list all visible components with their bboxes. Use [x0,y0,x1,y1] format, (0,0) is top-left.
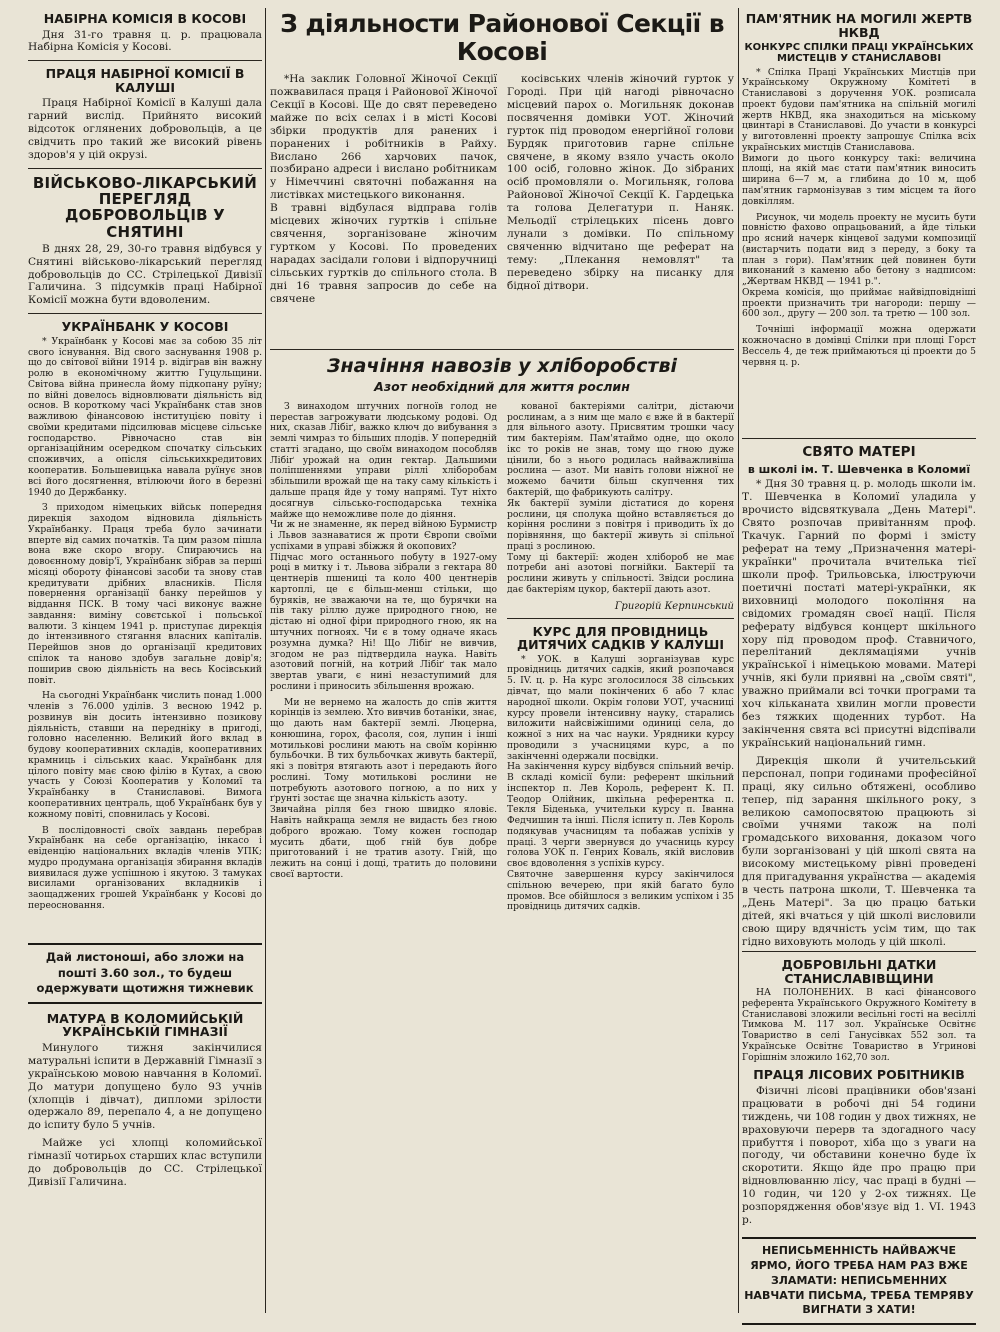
article-matura [28,1012,262,1189]
rule [270,349,734,350]
article-kalush-commission [28,67,262,162]
article-text: НА ПОЛОНЕНИХ. В касі фінансового референта Українського Окружного Комітету в Станиславові зложили весільні гості на весіллі Тимкова М. 117 зол. Українське Освітнє Товариство в селі Ганусівках 552 зол. та Українське Освітнє Товариство в Угринові Горішнім зложило 162,70 зол. [742,987,976,1063]
article-donations [742,958,976,1063]
manure-article-body [270,402,734,1332]
article-text: * УОК. в Калуші зорганізував курс провідниць дитячих садків, який розпочався 5. IV. ц. р. На курс зголосилося 38 сільських дівчат, що мали покінчених 6 або 7 клас народної школи. Окрім голови УОТ, учасниці курсу провели інтенсивну науку, старались виложити найсвіжішими одиниці села, до кожної з них на час науки. Урядники курсу проводили з учасницями курс, а по закінченні одержали посвідки. На закінчення курсу відбувся спільний вечір. В складі комісії були: референт шкільний інспектор п. Лев Король, референт К. П. Теодор Олійник, шкільна референтка п. Текля Біденька, учительки курсу п. Іванна Федчишин та інші. Після іспиту п. Лев Король подякував учасницям та побажав успіхів у праці. З черги звернувся до учасниць курсу голова УОК п. Генрих Коваль, якій висловив своє вдоволення з успіхів курсу. Святочне завершення курсу закінчилося спільною вечерею, при якій багато було промов. Все обійшлося з великим успіхом і 35 провідниць дитячих садків. [507,653,734,913]
article-text: Дня 31-го травня ц. р. працювала Набірна Комісія у Косові. [28,28,262,54]
column-divider-left [265,8,266,1313]
women-section-body [270,73,734,343]
article-paragraph: * Спілка Праці Українських Мистців при Українському Окружному Комітеті в Станиславові з доручення УОК. розписала проект будови пам'ятника на спільній могилі жертв НКВД, яка знаходиться на міському цвинтарі в Станиславові. До участи в конкурсі у виготовленні проекту запрошує Спілка всіх українських мистців Станиславова. Вимоги до цього конкурсу такі: величина площі, на якій має стати пам'ятник виносить ширина 6—7 м, а глибина до 10 м, щоб пам'ятник гармонізував з тим місцем та його довкіллям. [742,66,976,207]
rule [28,60,262,61]
article-title: УКРАЇНБАНК У КОСОВІ [61,319,229,335]
article-title: ДОБРОВІЛЬНІ ДАТКИ СТАНИСЛАВІВЩИНИ [781,957,937,986]
article-paragraph: В послідовності своїх завдань перебрав Українбанк на себе організацію, інкасо і евіденцію національних вкладів членів УПК; мудро продумана організація збирання вкладів виявилася дуже успішною і якутою. З тамуках висилами організованих вкладників і заощаджених грошей Українбанк у Косові до переосновання. [28,824,262,911]
article-text: *На заклик Головної Жіночої Секції пожвавилася праця і Районової Жіночої Секції в Косові. Ще до свят переведено майже по всіх селах і в місті Косові збірки продуктів для ранених і поранених і робітників в Райху. Вислано 266 харчових пачок, позбирано адреси і вислано робітникам у Німеччині святочні побажання на листівках мистецького виконання. В травні відбулася відправа голів місцевих жіночих гуртків і спільне свячення, зорганізоване жіночим гуртком у Косові. По проведених нарадах засідали голови і відпоручниці сільських гуртків до спільного стола. В дні 16 травня запросив до себе на свячене [270,73,497,305]
article-text: Праця Набірної Комісії в Калуші дала гарний вислід. Прийнято високий відсоток оглянених добровольців, а це свідчить про такий же високий рівень здоров'я у цій окрузі. [28,97,262,162]
headline-women-section: З діяльности Районової Секції в Косові [280,9,724,66]
article-title: МАТУРА В КОЛОМИЙСЬКІЙ УКРАЇНСЬКІЙ ГІМНАЗІЇ [46,1010,244,1040]
article-paragraph: Майже усі хлопці коломийської гімназії чотирьох старших клас вступили до добровольців до СС. Стрілецької Дивізії Галичина. [28,1137,262,1189]
article-text: кованої бактеріями салітри, дістаючи рослинам, а з ним ще мало є вже й в бактерії для вільного азоту. Присвятим трошки часу тим бактеріям. Пам'ятаймо одне, що около ікс то років не знав, тому що гною дуже цінили, бо з нього родилась найважливіша рослина — азот. Ми навіть голови ніжної не можемо бачити більш скупчення тих бактерій, що фабрикують салітру. Як бактерії зуміли дістатися до кореня рослини, ця сполука щойно вставляється до коріння рослини з повітря і приводить їх до порівняння, що бактерії живуть зі спільної праці з рослиною. Тому ці бактерії: жоден хлібороб не має потреби ані азотові погнійки. Бактерії та рослини живуть у спільності. Звідси рослина дає бактеріям цукор, бактерії дають азот. [507,400,734,595]
article-paragraph: З приходом німецьких військ попередня дирекція заходом відновила діяльність Українбанку. Праця треба було зачинати вперте від самих початків. Та цим разом пішла вона вже скоро вгору. Спираючись на довоєнному довір'ї, Українбанк зібрав за перші місяці обороту фінансові засоби та знову став кредитувати дрібних власників. Після повернення організації банку перейшов у віддання ПСК. В тому часі виконує важне завдання: виміну совєтської і польської валюти. З кінцем 1941 р. приступає дирекція до інтензивного стягання власних капіталів. Перейшов знов до організації кредитових спілок та наново здобув загальне довір'я; поширив свою діяльність на весь Косівський повіт. [28,502,262,686]
article-title: СВЯТО МАТЕРІ [802,444,916,460]
article-text: косівських членів жіночий гурток у Городі. При цій нагоді рівночасно місцевий парох о. Могильняк доконав посвячення домівки УОТ. Жіночий гурток під проводом енергійної голови Бурдяк приготовив гарне спільне свячене, в якому взяло участь около 100 осіб, головно жінок. До зібраних осіб промовляли о. Могильняк, голова Районової Жіночої Секції К. Гардецька та голова Делегатури п. Наняк. Мельодії стрілецьких пісень довго лунали з домівки. По спільному свяченню відчитано ще реферат на тему: „Плекання немовлят" та переведено збірку на писанку для бідної дітвори. [507,73,734,292]
article-forest-workers [742,1068,976,1227]
article-ukrainbank [28,320,262,935]
article-paragraph: Дирекція школи й учительський перспонал, попри годинами професійної праці, яку сильно обтяжені, особливо тепер, під зарання шкільного року, з великою самопосвятою працюють зі своїми учнями також на полі громадського виховання, доказом чого були зорганізовані у цій школі свята на високому мистецькому рівні проведені для пригадування українства — академія в честь патрона школи, Т. Шевченка та „День Матері". За цю працю батьки дітей, які вчаться у цій школі висловили свою щиру вдячність усім тим, що так гідно виховують молодь у цій школі. [742,754,976,948]
article-text: В днях 28, 29, 30-го травня відбувся у Снятині військово-лікарський перегляд добровольців до СС. Стрілецької Дивізії Галичина. З підсумків праці Набірної Комісії можна бути вдоволеним. [28,242,262,307]
article-paragraph: * Українбанк у Косові має за собою 35 літ свого існування. Від свого заснування 1908 р. що до світової війни 1914 р. відіграв він важну ролю в економічному життю Гуцульщини. Світова війна принесла йому підкопану руїну; по війні довелось відновлювати діяльність від основ. В короткому часі Українбанк став знов важливою фінансовою інституцією повіту і своїми кредитами підсилював місцеве сільське господарство. Рівночасно став він організаційним осередком спочатку сільських споживчих, а опісля сільськихкредитових кооператив. Большевицька навала руїнує знов всі його досягнення, втілюючи його в березні 1940 до Держбанку. [28,335,262,498]
article-monument [742,12,976,432]
rule [28,168,262,169]
article-paragraph: Рисунок, чи модель проекту не мусить бути повністю фахово опрацьований, а йде тільки про ясний начерк кінцевої задуми композиції (вистарчить подати вид з переду, з боку та план з гори). Пам'ятник цей повинен бути виконаний з каменю або бетону з надписом: „Жертвам НКВД — 1941 р.". Окрема комісія, що приймає найвідповідніші проекти призначить три нагороди: першу — 600 зол., другу — 200 зол. та третю — 100 зол. [742,211,976,320]
article-sniatyn [28,175,262,307]
article-paragraph: На сьогодні Українбанк числить понад 1.000 членів з 76.000 уділів. З весною 1942 р. розвинув він досить інтензивно позикову діяльність, ставши на передніку в пригоді, головно населенню. Великий його вклад в будову кооперативних складів, кооперативних крамниць і сільських каас. Українбанк для цілого повіту має свою філію в Кутах, а свою участь у Союзі Кооператив у Коломиї та Українбанку в Станиславові. Вимога кооперативних централь, щоб Українбанк був у кожному повіті, сповнилась у Косові. [28,690,262,820]
left-column [28,8,262,1313]
article-paragraph: Точніші інформації можна одержати кожночасно в домівці Спілки при площі Горст Вессель 4, де теж приймаються ці проекти до 5 червня ц. р. [742,324,976,368]
literacy-motto: НЕПИСЬМЕННІСТЬ НАЙВАЖЧЕ ЯРМО, ЙОГО ТРЕБА НАМ РАЗ ВЖЕ ЗЛАМАТИ: НЕПИСЬМЕННИХ НАВЧАТИ ПИСЬМА, ТРЕБА ТЕМРЯВУ ВИГНАТИ З ХАТИ! [742,1237,976,1325]
author-signature: Григорій Керпинський [614,600,734,612]
article-text: Фізичні лісові працівники обов'язані працювати в робочі дні 54 години тиждень, чи 108 годин у двох тижнях, не враховуючи перерв та здогадного часу прибуття і поворот, хіба що з уваги на погоду, чи обставини конечно буде їх скоротити. Якщо йде про працю при відновлюванню лісу, час праці в будні — 10 годин, чи 120 у 2-ох тижнях. Це розпорядження обов'язує від 1. VI. 1943 р. [742,1084,976,1227]
article-title: ПРАЦЯ НАБІРНОЇ КОМІСІЇ В КАЛУШІ [45,66,245,95]
article-subtitle: в школі ім. Т. Шевченка в Коломиї [747,462,971,476]
article-paragraph: Минулого тижня закінчилися матуральні іспити в Державній Гімназії з українською мовою навчання в Коломиї. До матури допущено було 93 учнів (хлопців і дівчат), дипломи зрілости одержало 89, перепало 4, а не допущено до іспиту було 5 учнів. [28,1041,262,1132]
article-nabirna-kosiv [28,12,262,54]
article-text: З винаходом штучних погноїв голод не перестав загрожувати людському родові. Од них, сказав Лібіґ, важко ключ до вибування з землі чимраз то більших плодів. У попередній статті згадано, що своїм винаходом пособляв Лібіґ урожай на один гектар. Дальшими поліпшеннями управи ріллі хліборобам збільшили врожай ще на таку саму кількість і дальше праця йде у тому напрямі. Тут ніхто досягнув сільсько-господарська техніка майже що неможливе поле до діяння. Чи ж не знаменне, як перед війною Бурмистр і Львов зазнаватися ж проти Європи своїми успіхами в управі збіжжя й окопових? Підчас мого останнього побуту в 1927-ому році в митку і т. Львова зібрали з гектара 80 центнерів пшениці та коло 400 центнерів картоплі, це є більш-менш стільки, що буряків, не зважаючи на те, що бурячки на пів таку ріллю дуже природного гною, не дістаю ні одної фіри природного гною, як на штучних погноях. Чи є в тому одначе якась розумна думка? Ні! Що Лібіґ не вивчив, згодом не раз підтвердила наука. Навіть азотовий погній, на котрий Лібіґ так мало звертав уваги, є нині незаступимий для рослини і приносить збільшення врожаю. [270,400,497,692]
column-divider-right [738,8,739,1313]
article-title: НАБІРНА КОМІСІЯ В КОСОВІ [43,11,247,26]
rule [742,951,976,952]
rule [742,438,976,439]
subscription-ad: Дай листоноші, або зложи на пошті 3.60 зол., то будеш одержувати щотижня тижневик [28,943,262,1004]
article-subtitle: КОНКУРС СПІЛКИ ПРАЦІ УКРАЇНСЬКИХ МИСТЕЦІВ У СТАНИСЛАВОВІ [744,42,974,64]
article-title: ПРАЦЯ ЛІСОВИХ РОБІТНИКІВ [753,1067,965,1083]
subheadline-manure: Азот необхідний для життя рослин [374,378,630,394]
article-title: КУРС ДЛЯ ПРОВІДНИЦЬ ДИТЯЧИХ САДКІВ У КАЛУШІ [516,623,725,653]
article-title: ВІЙСЬКОВО-ЛІКАРСЬКИЙ ПЕРЕГЛЯД ДОБРОВОЛЬЦІВ У СНЯТИНІ [32,173,258,241]
article-paragraph: * Дня 30 травня ц. р. молодь школи ім. Т. Шевченка в Коломиї уладила у врочисто відсвяткувала „День Матері". Свято розпочав привітанням проф. Ткачук. Гарний по формі і змісту реферат на тему „Призначення матері-українки" прочитала вчителька тієї школи проф. Трильовська, ілюструючи поетичні постаті матері-українки, як виховниці молодого покоління на свідомих громадян своєї нації. Після реферату відбувся концерт шкільного хору під проводом проф. Ставничого, перелітаний деклямаціями учнів української і німецькою мовами. Матері учнів, які були приявні на „своїм святі", уважно приймали всі точки програми та хоч кільканата хвилин могли провести без тяжких щоденних турбот. На закінчення свята всі присутні відспівали український національний гимн. [742,478,976,749]
article-mothers-day [742,444,976,948]
article-text: Ми не вернемо на жалость до спів життя корінців із землею. Хто вивчив ботаніки, знає, що дають нам бактерії землі. Люцерна, конюшина, горох, фасоля, соя, лупин і інші мотилькові рослини мають на своїм корінню бульбочки. В тих бульбочках живуть бактерії, які з повітря втягають азот і передають його рослині. Тому мотилькові рослини не потребують азотового погною, а по них у ґрунті зостає ще значна кількість азоту. Звичайна рілля без гною швидко яловіє. Навіть найкраща земля не видасть без гною доброго врожаю. Тому кожен господар мусить дбати, щоб гній був добре приготований і не тратив азоту. Гній, що лежить на сонці і дощі, тратить до половини своєї вартости. [270,696,497,880]
headline-manure: Значіння навозів у хліборобстві [326,355,678,377]
middle-column [270,8,734,1313]
rule [28,313,262,314]
right-column [742,8,976,1317]
rule [507,618,734,619]
article-title: ПАМ'ЯТНИК НА МОГИЛІ ЖЕРТВ НКВД [745,11,973,40]
